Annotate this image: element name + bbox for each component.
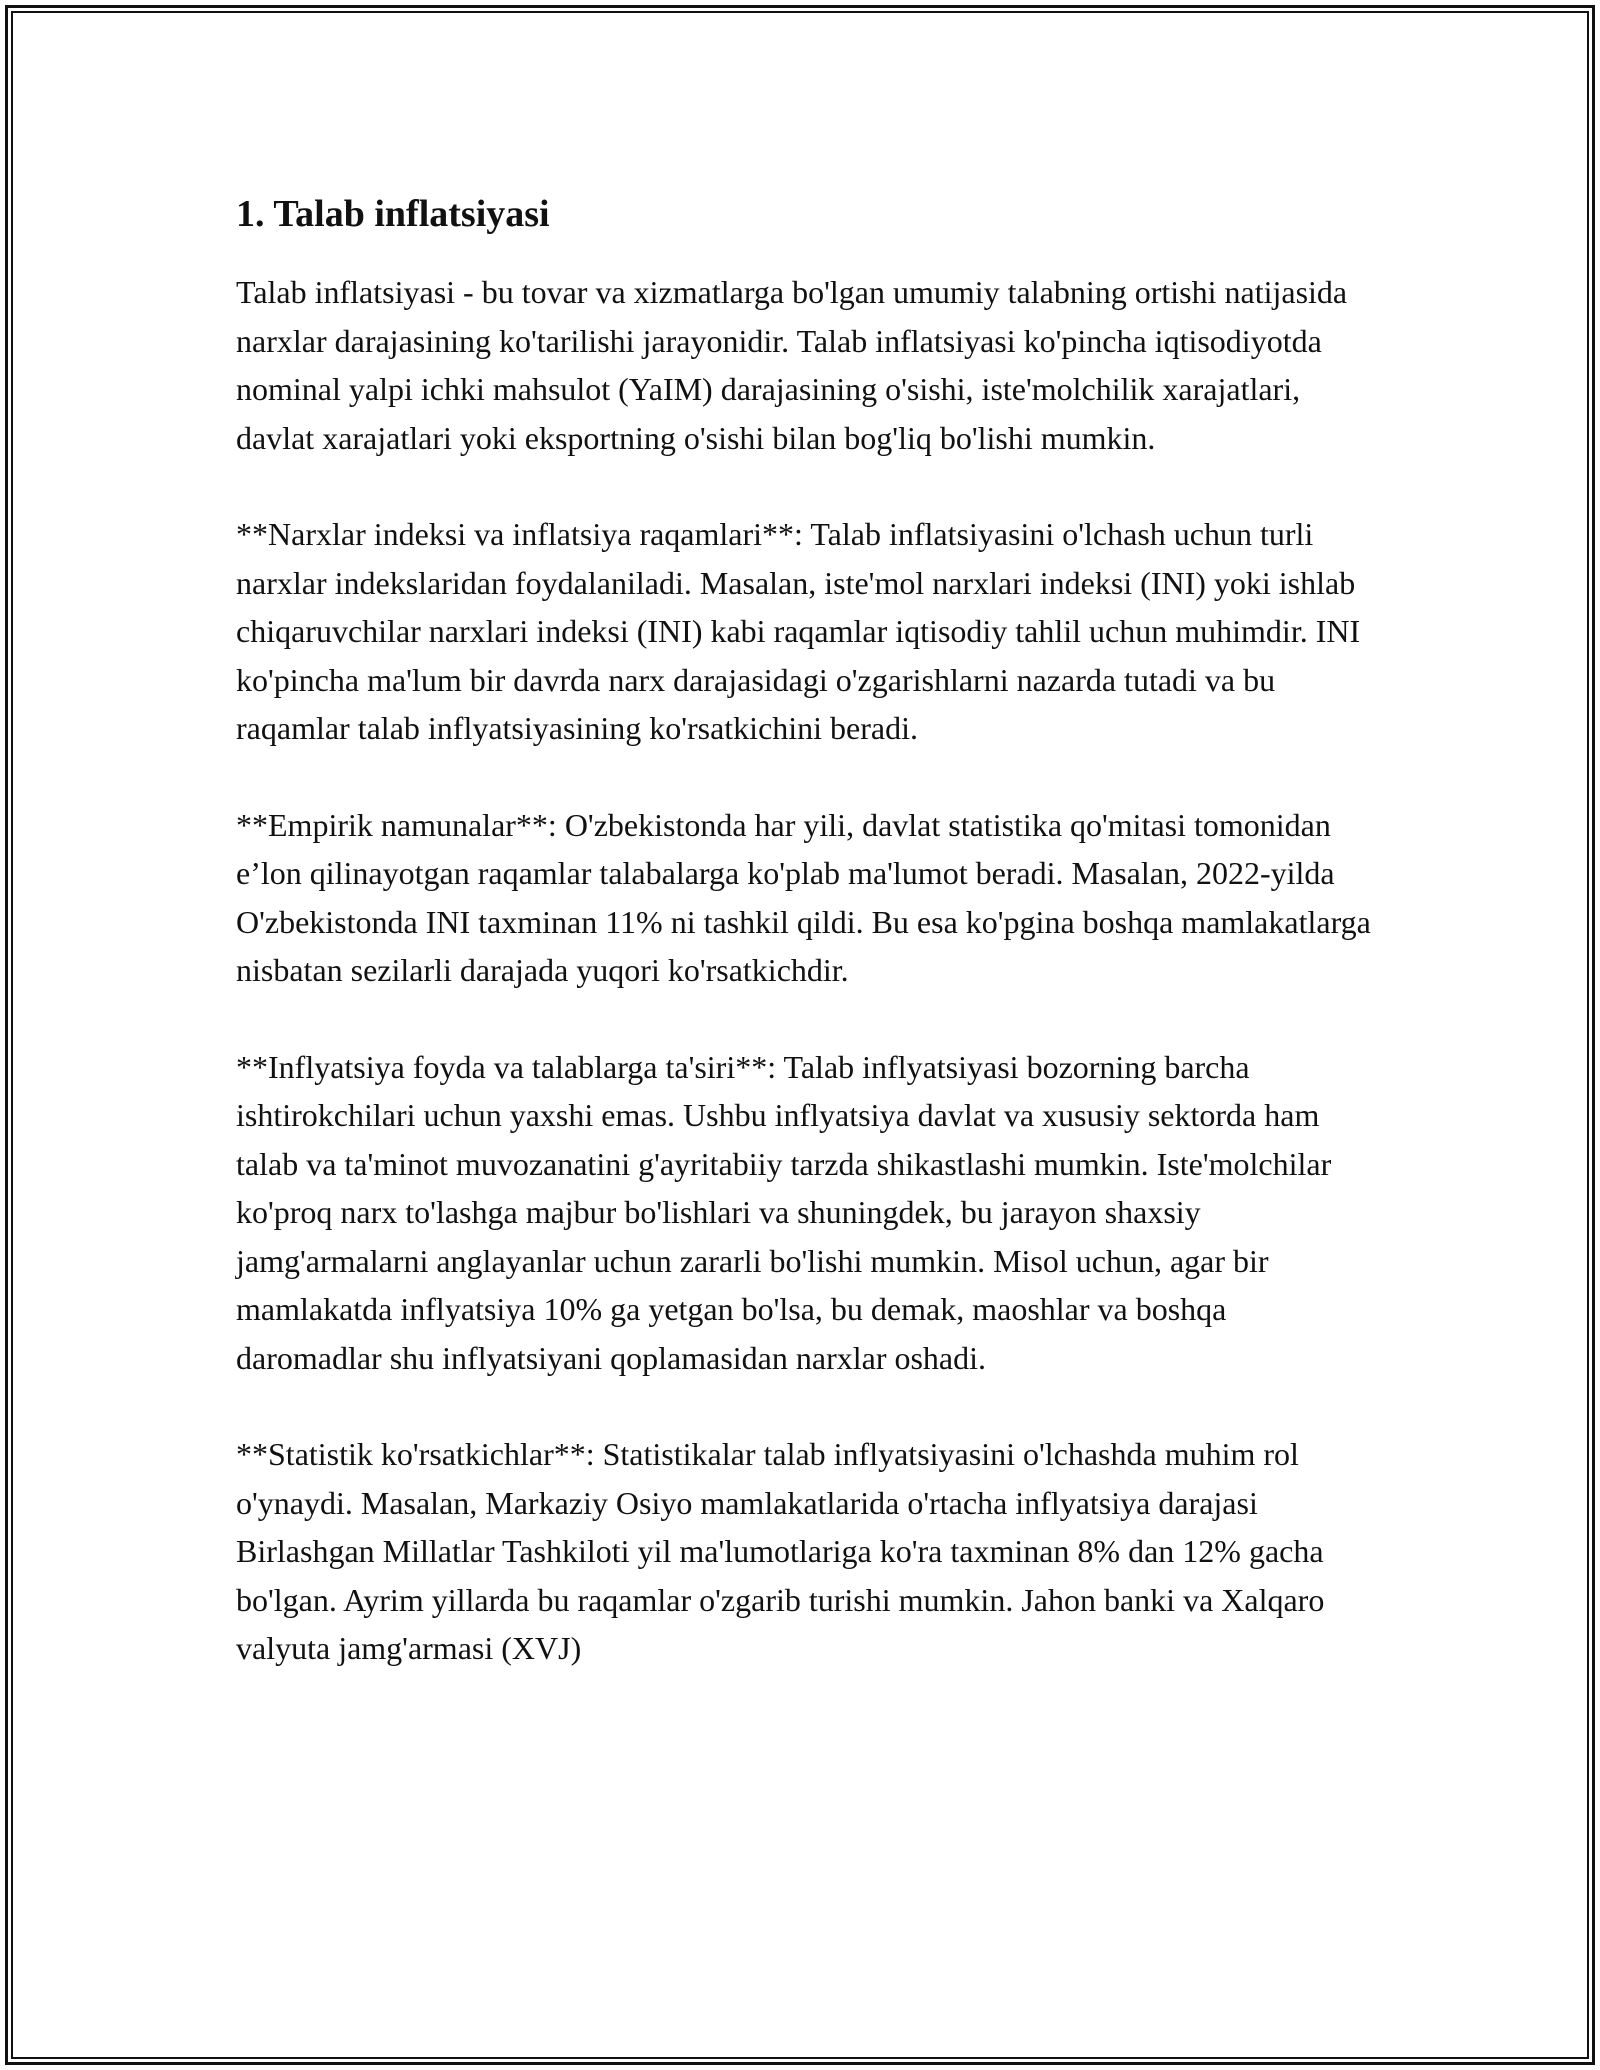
paragraph-price-index: **Narxlar indeksi va inflatsiya raqamlari**: Talab inflatsiyasini o'lchash uchun turli narxlar indekslaridan foydalaniladi. Masalan, iste'mol narxlari indeksi (INI) yoki ishlab chiqaruvchilar narxlari indeksi (INI) kabi raqamlar iqtisodiy tahlil uchun muhimdir. INI ko'pincha ma'lum bir davrda narx darajasidagi o'zgarishlarni nazarda tutadi va bu raqamlar talab inflyatsiyasining ko'rsatkichini beradi.	[236, 516, 1361, 746]
paragraph-empirical-examples: **Empirik namunalar**: O'zbekistonda har yili, davlat statistika qo'mitasi tomonidan e’lon qilinayotgan raqamlar talabalarga ko'plab ma'lumot beradi. Masalan, 2022-yilda O'zbekistonda INI taxminan 11% ni tashkil qildi. Bu esa ko'pgina boshqa mamlakatlarga nisbatan sezilarli darajada yuqori ko'rsatkichdir.	[236, 806, 1371, 988]
document-body	[236, 186, 1376, 1673]
paragraph-statistical-indicators: **Statistik ko'rsatkichlar**: Statistikalar talab inflyatsiyasini o'lchashda muhim rol o'ynaydi. Masalan, Markaziy Osiyo mamlakatlarida o'rtacha inflyatsiya darajasi Birlashgan Millatlar Tashkiloti yil ma'lumotlariga ko'ra taxminan 8% dan 12% gacha bo'lgan. Ayrim yillarda bu raqamlar o'zgarib turishi mumkin. Jahon banki va Xalqaro valyuta jamg'armasi (XVJ)	[236, 1436, 1325, 1666]
paragraph-definition: Talab inflatsiyasi - bu tovar va xizmatlarga bo'lgan umumiy talabning ortishi natijasida narxlar darajasining ko'tarilishi jarayonidir. Talab inflatsiyasi ko'pincha iqtisodiyotda nominal yalpi ichki mahsulot (YaIM) darajasining o'sishi, iste'molchilik xarajatlari, davlat xarajatlari yoki eksportning o'sishi bilan bog'liq bo'lishi mumkin.	[236, 274, 1348, 456]
section-heading: 1. Talab inflatsiyasi	[236, 193, 550, 235]
paragraph-inflation-effects: **Inflyatsiya foyda va talablarga ta'siri**: Talab inflyatsiyasi bozorning barcha ishtirokchilari uchun yaxshi emas. Ushbu inflyatsiya davlat va xususiy sektorda ham talab va ta'minot muvozanatini g'ayritabiiy tarzda shikastlashi mumkin. Iste'molchilar ko'proq narx to'lashga majbur bo'lishlari va shuningdek, bu jarayon shaxsiy jamg'armalarni anglayanlar uchun zararli bo'lishi mumkin. Misol uchun, agar bir mamlakatda inflyatsiya 10% ga yetgan bo'lsa, bu demak, maoshlar va boshqa daromadlar shu inflyatsiyani qoplamasidan narxlar oshadi.	[236, 1048, 1332, 1376]
